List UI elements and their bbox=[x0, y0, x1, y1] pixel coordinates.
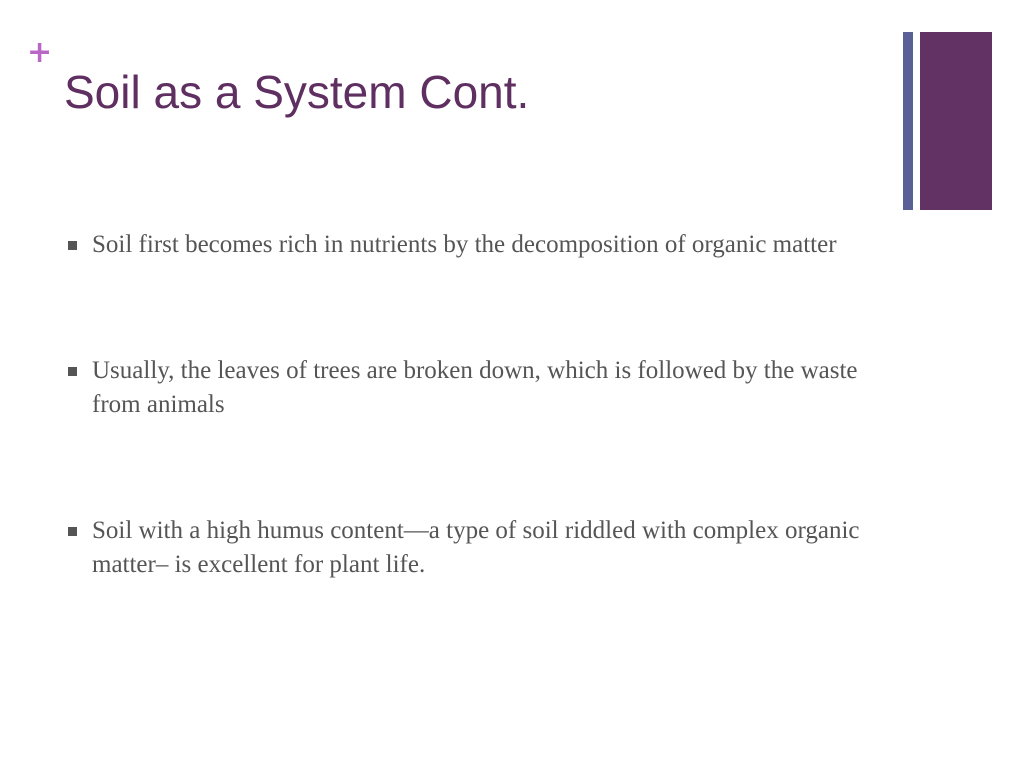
decorative-thick-bar bbox=[920, 32, 992, 210]
square-bullet-icon bbox=[68, 367, 77, 376]
bullet-item bbox=[68, 228, 868, 262]
bullet-text: Usually, the leaves of trees are broken down, which is followed by the waste from animals bbox=[92, 357, 858, 418]
bullet-item bbox=[68, 354, 868, 422]
square-bullet-icon bbox=[68, 527, 77, 536]
decorative-thin-bar bbox=[903, 32, 913, 210]
bullet-text: Soil first becomes rich in nutrients by the decomposition of organic matter bbox=[92, 231, 837, 258]
slide-title: Soil as a System Cont. bbox=[64, 66, 530, 118]
plus-icon: + bbox=[27, 35, 53, 70]
bullet-item bbox=[68, 514, 868, 582]
square-bullet-icon bbox=[68, 241, 77, 250]
bullet-text: Soil with a high humus content—a type of soil riddled with complex organic matter– is excellent for plant life. bbox=[92, 517, 860, 578]
bullet-list bbox=[68, 228, 868, 674]
